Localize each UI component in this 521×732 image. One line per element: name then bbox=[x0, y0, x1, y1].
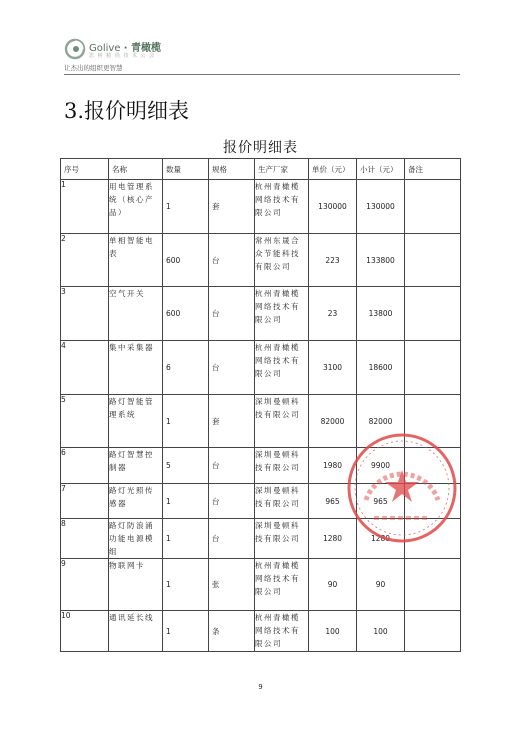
cell-unit: 台 bbox=[209, 519, 255, 559]
cell-manufacturer: 深圳曼顿科技有限公司 bbox=[255, 519, 309, 559]
cell-manufacturer: 深圳曼顿科技有限公司 bbox=[255, 448, 309, 484]
cell-unit-price: 1980 bbox=[309, 448, 357, 484]
header-unit: 规格 bbox=[209, 159, 255, 180]
cell-seq: 6 bbox=[61, 448, 109, 484]
header-seq: 序号 bbox=[61, 159, 109, 180]
cell-note bbox=[405, 559, 461, 611]
company-tagline: 让杰出的组织更智慧 bbox=[64, 64, 123, 72]
cell-qty: 600 bbox=[163, 287, 209, 341]
olive-logo-icon bbox=[64, 38, 86, 60]
cell-manufacturer: 深圳曼顿科技有限公司 bbox=[255, 395, 309, 448]
cell-subtotal: 9900 bbox=[357, 448, 405, 484]
cell-note bbox=[405, 611, 461, 652]
cell-unit: 套 bbox=[209, 395, 255, 448]
cell-subtotal: 13800 bbox=[357, 287, 405, 341]
cell-seq: 3 bbox=[61, 287, 109, 341]
cell-unit-price: 965 bbox=[309, 484, 357, 519]
cell-note bbox=[405, 180, 461, 234]
cell-unit: 台 bbox=[209, 234, 255, 287]
cell-manufacturer: 杭州青橄榄网络技术有限公司 bbox=[255, 180, 309, 234]
cell-qty: 1 bbox=[163, 611, 209, 652]
cell-name: 集中采集器 bbox=[109, 341, 163, 395]
cell-name: 空气开关 bbox=[109, 287, 163, 341]
cell-unit: 张 bbox=[209, 559, 255, 611]
quotation-table bbox=[60, 158, 461, 652]
cell-note bbox=[405, 287, 461, 341]
cell-seq: 1 bbox=[61, 180, 109, 234]
cell-qty: 600 bbox=[163, 234, 209, 287]
cell-unit-price: 130000 bbox=[309, 180, 357, 234]
cell-unit-price: 1280 bbox=[309, 519, 357, 559]
cell-unit-price: 82000 bbox=[309, 395, 357, 448]
table-row bbox=[61, 611, 461, 652]
company-seal-stamp bbox=[344, 430, 460, 546]
brand-name-en: Golive bbox=[89, 43, 121, 54]
cell-name: 路灯防浪涌功能电源模组 bbox=[109, 519, 163, 559]
cell-unit-price: 100 bbox=[309, 611, 357, 652]
cell-unit: 套 bbox=[209, 180, 255, 234]
cell-subtotal: 1280 bbox=[357, 519, 405, 559]
table-row bbox=[61, 234, 461, 287]
table-row bbox=[61, 559, 461, 611]
cell-name: 路灯智慧控制器 bbox=[109, 448, 163, 484]
cell-manufacturer: 深圳曼顿科技有限公司 bbox=[255, 484, 309, 519]
cell-seq: 9 bbox=[61, 559, 109, 611]
cell-seq: 7 bbox=[61, 484, 109, 519]
table-row bbox=[61, 341, 461, 395]
table-header-row bbox=[61, 159, 461, 180]
brand-subtitle: 思 树 精 尚 技 术 公 会 bbox=[89, 53, 156, 59]
cell-unit-price: 90 bbox=[309, 559, 357, 611]
cell-subtotal: 18600 bbox=[357, 341, 405, 395]
cell-seq: 8 bbox=[61, 519, 109, 559]
cell-manufacturer: 杭州青橄榄网络技术有限公司 bbox=[255, 287, 309, 341]
cell-unit-price: 23 bbox=[309, 287, 357, 341]
cell-qty: 1 bbox=[163, 559, 209, 611]
cell-manufacturer: 常州东晟合众节能科技有限公司 bbox=[255, 234, 309, 287]
header-qty: 数量 bbox=[163, 159, 209, 180]
header-note: 备注 bbox=[405, 159, 461, 180]
cell-manufacturer: 杭州青橄榄网络技术有限公司 bbox=[255, 341, 309, 395]
cell-qty: 1 bbox=[163, 484, 209, 519]
page-number: 9 bbox=[258, 683, 263, 691]
cell-subtotal: 90 bbox=[357, 559, 405, 611]
cell-note bbox=[405, 234, 461, 287]
cell-unit: 台 bbox=[209, 287, 255, 341]
cell-unit: 台 bbox=[209, 341, 255, 395]
cell-name: 单相智能电表 bbox=[109, 234, 163, 287]
cell-unit-price: 223 bbox=[309, 234, 357, 287]
table-row bbox=[61, 287, 461, 341]
header-divider bbox=[64, 74, 460, 75]
cell-unit: 台 bbox=[209, 448, 255, 484]
cell-seq: 10 bbox=[61, 611, 109, 652]
cell-subtotal: 130000 bbox=[357, 180, 405, 234]
header-unit-price: 单价（元） bbox=[309, 159, 357, 180]
cell-seq: 4 bbox=[61, 341, 109, 395]
cell-unit: 台 bbox=[209, 484, 255, 519]
cell-qty: 1 bbox=[163, 519, 209, 559]
cell-note bbox=[405, 341, 461, 395]
cell-manufacturer: 杭州青橄榄网络技术有限公司 bbox=[255, 559, 309, 611]
cell-seq: 2 bbox=[61, 234, 109, 287]
cell-name: 路灯光照传感器 bbox=[109, 484, 163, 519]
brand-name-cn: · 青橄榄 bbox=[123, 43, 161, 54]
header-name: 名称 bbox=[109, 159, 163, 180]
header-subtotal: 小计（元） bbox=[357, 159, 405, 180]
cell-qty: 6 bbox=[163, 341, 209, 395]
cell-subtotal: 133800 bbox=[357, 234, 405, 287]
cell-name: 路灯智能管理系统 bbox=[109, 395, 163, 448]
cell-qty: 1 bbox=[163, 180, 209, 234]
cell-qty: 1 bbox=[163, 395, 209, 448]
cell-name: 用电管理系统（核心产品） bbox=[109, 180, 163, 234]
cell-seq: 5 bbox=[61, 395, 109, 448]
cell-subtotal: 82000 bbox=[357, 395, 405, 448]
cell-subtotal: 100 bbox=[357, 611, 405, 652]
cell-unit: 条 bbox=[209, 611, 255, 652]
cell-unit-price: 3100 bbox=[309, 341, 357, 395]
cell-name: 物联网卡 bbox=[109, 559, 163, 611]
table-title: 报价明细表 bbox=[223, 140, 298, 156]
header-manufacturer: 生产厂家 bbox=[255, 159, 309, 180]
cell-name: 通讯延长线 bbox=[109, 611, 163, 652]
cell-manufacturer: 杭州青橄榄网络技术有限公司 bbox=[255, 611, 309, 652]
section-title: 3.报价明细表 bbox=[64, 99, 190, 123]
cell-qty: 5 bbox=[163, 448, 209, 484]
cell-subtotal: 965 bbox=[357, 484, 405, 519]
table-row bbox=[61, 180, 461, 234]
